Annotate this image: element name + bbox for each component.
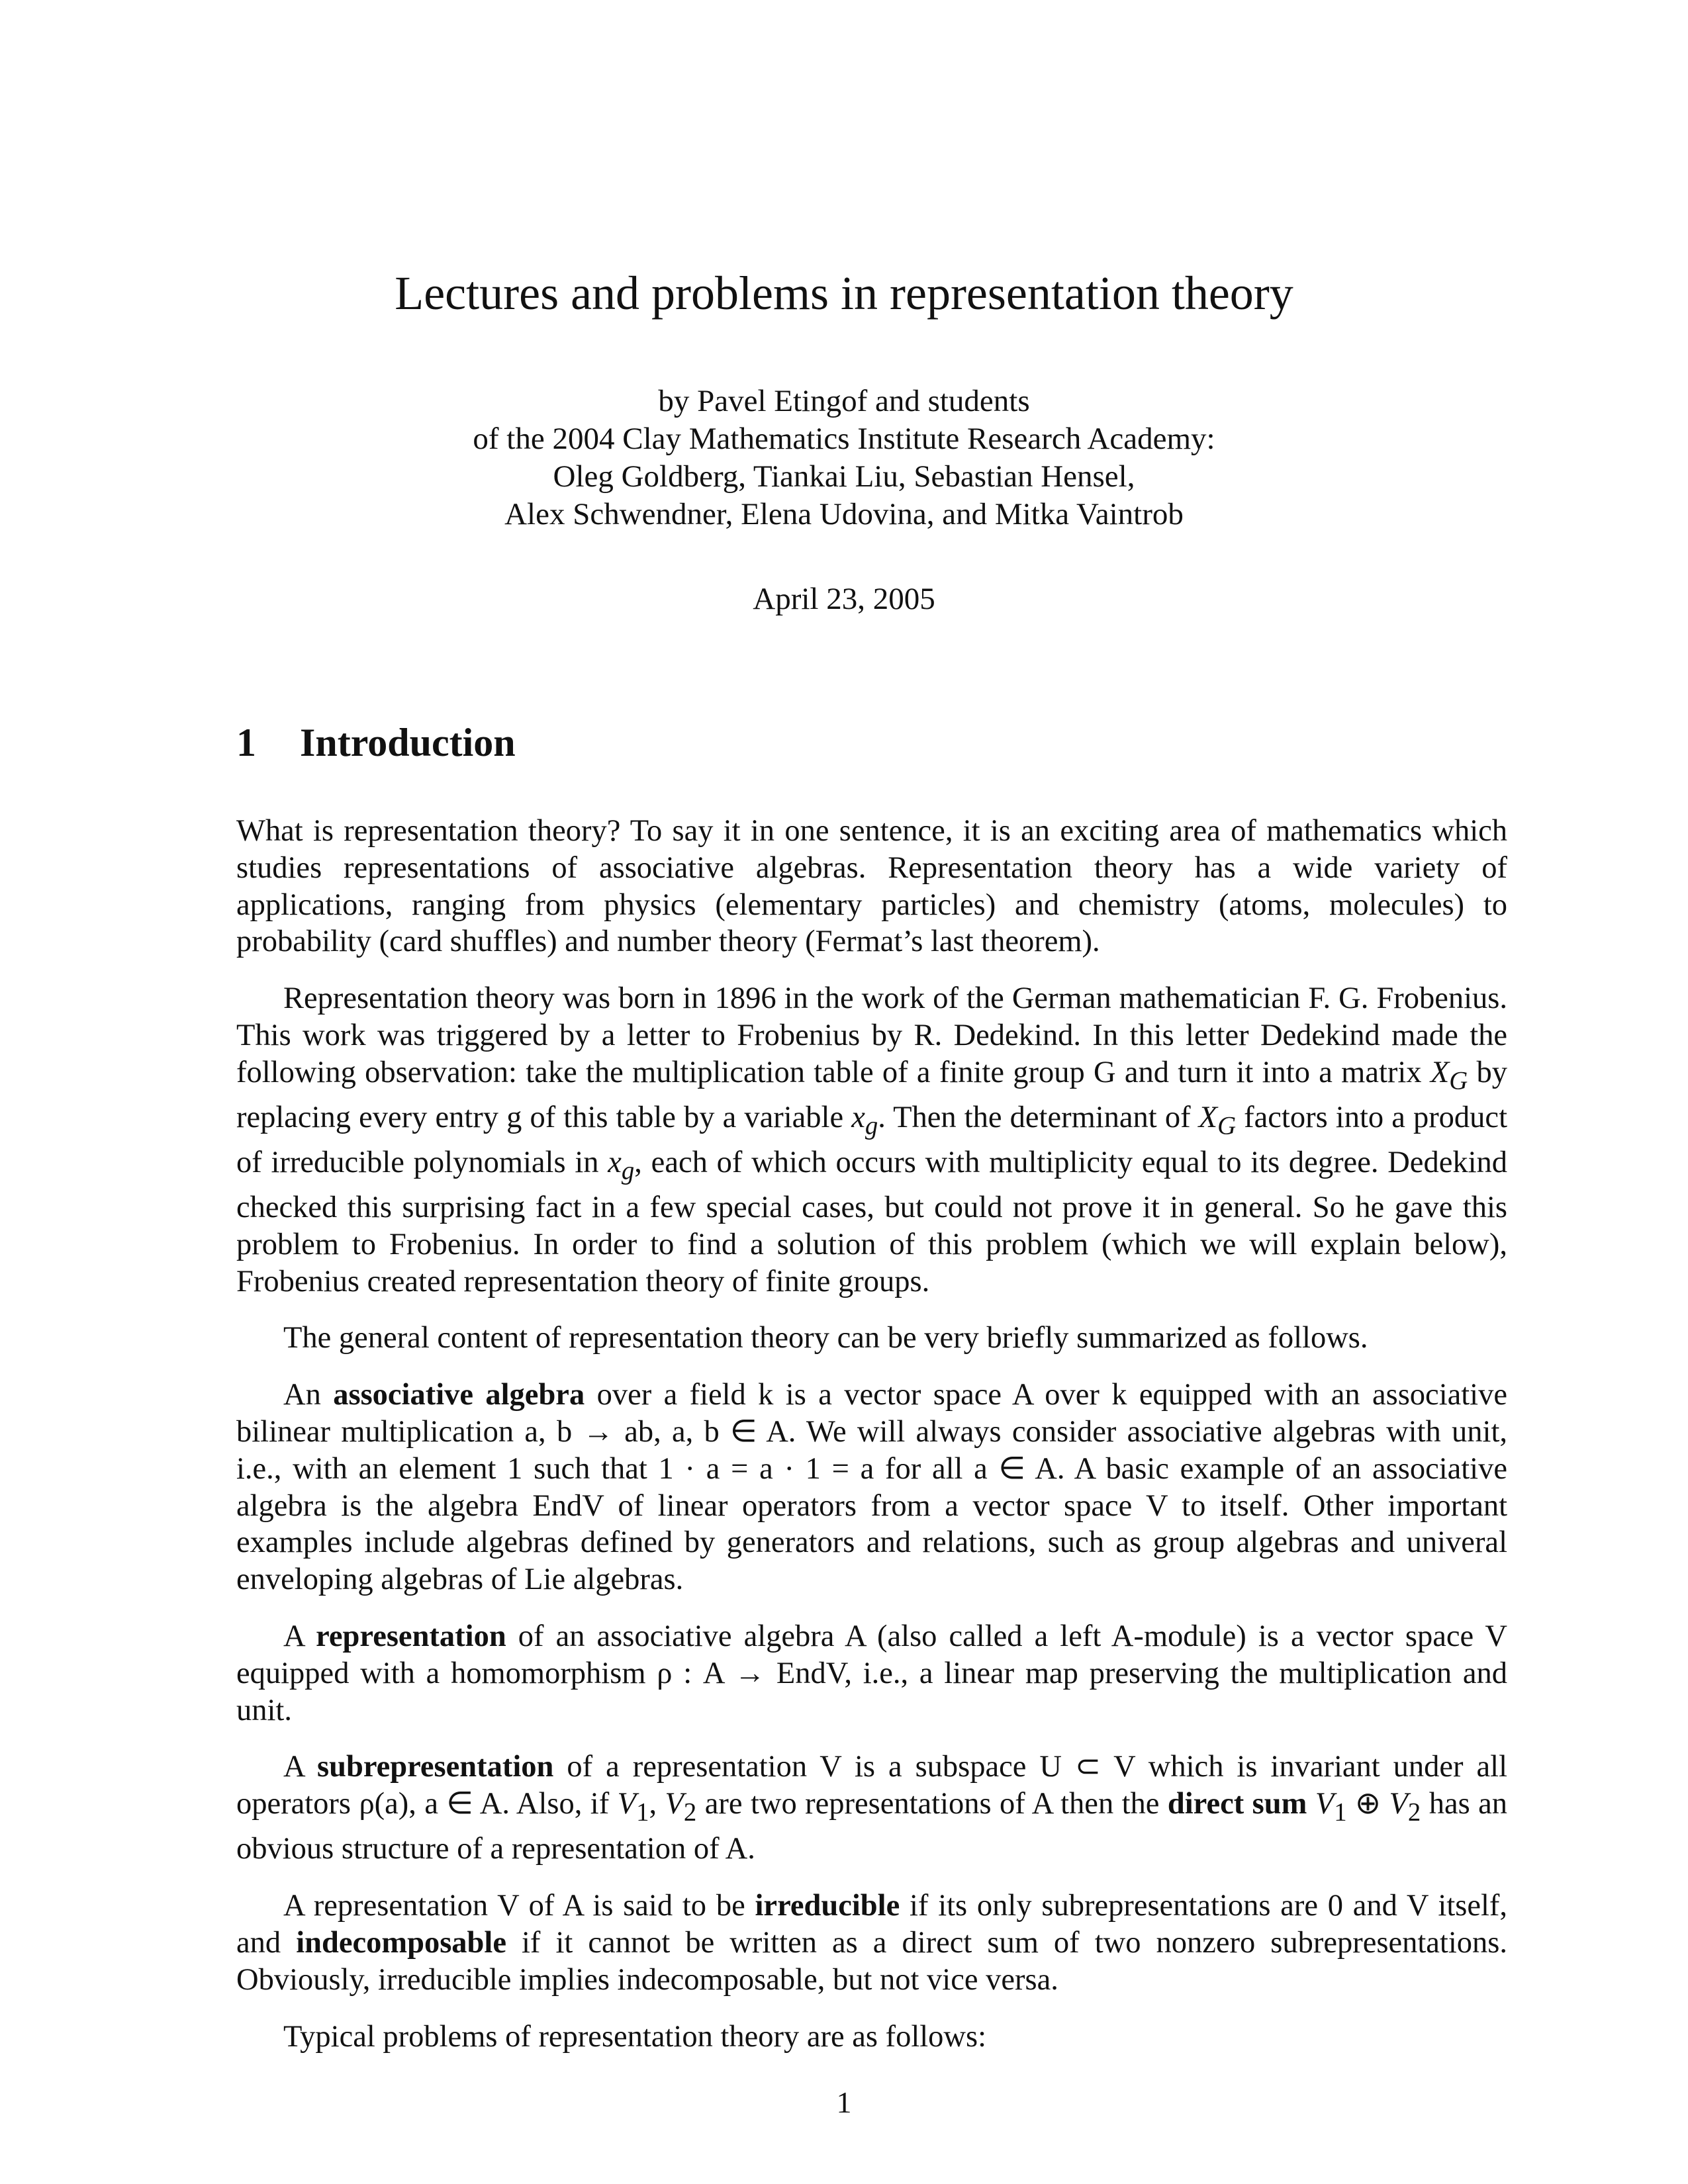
author-block — [0, 383, 1688, 533]
paragraph: A representation V of A is said to be irreducible if its only subrepresentations are 0 and V itself, and indecomposable if it cannot be written as a direct sum of two nonzero subrepresentations. Obviously, irreducible implies indecomposable, but not vice versa. — [236, 1889, 1507, 1997]
paragraph: An associative algebra over a field k is a vector space A over k equipped with an associative bilinear multiplication a, b → ab, a, b ∈ A. We will always consider associative algebras with unit, i.e., with an element 1 such that 1 · a = a · 1 = a for all a ∈ A. A basic example of an associative algebra is the algebra EndV of linear operators from a vector space V to itself. Other important examples include algebras defined by generators and relations, such as group algebras and univeral enveloping algebras of Lie algebras. — [236, 1378, 1507, 1597]
section-number: 1 — [236, 721, 256, 764]
paragraph: The general content of representation theory can be very briefly summarized as follows. — [283, 1321, 1368, 1355]
author-line: Oleg Goldberg, Tiankai Liu, Sebastian Hensel, — [553, 459, 1135, 494]
section-heading — [236, 720, 516, 766]
paper-title: Lectures and problems in representation theory — [395, 267, 1293, 320]
author-line: of the 2004 Clay Mathematics Institute Research Academy: — [473, 422, 1215, 456]
author-line: by Pavel Etingof and students — [658, 384, 1030, 418]
paragraph: Representation theory was born in 1896 in the work of the German mathematician F. G. Frobenius. This work was triggered by a letter to Frobenius by R. Dedekind. In this letter Dedekind made the following observation: take the multiplication table of a finite group G and turn it into a matrix $X_G$ by replacing every entry g of this table by a variable $x_g$. Then the determinant of $X_G$ factors into a product of irreducible polynomials in $x_g$, each of which occurs with multiplicity equal to its degree. Dedekind checked this surprising fact in a few special cases, but could not prove it in general. So he gave this problem to Frobenius. In order to find a solution of this problem (which we will explain below), Frobenius created representation theory of finite groups. — [236, 981, 1508, 1298]
paragraph: A representation of an associative algebra A (also called a left A-module) is a vector space V equipped with a homomorphism ρ : A → EndV, i.e., a linear map preserving the multiplication and unit. — [236, 1619, 1507, 1727]
paragraph: What is representation theory? To say it in one sentence, it is an exciting area of mathematics which studies representations of associative algebras. Representation theory has a wide variety of applications, ranging from physics (elementary particles) and chemistry (atoms, molecules) to probability (card shuffles) and number theory (Fermat’s last theorem). — [236, 814, 1507, 959]
author-line: Alex Schwendner, Elena Udovina, and Mitka Vaintrob — [504, 497, 1184, 531]
paper-date: April 23, 2005 — [753, 582, 935, 616]
section-title: Introduction — [300, 721, 516, 764]
page-number: 1 — [836, 2085, 852, 2119]
body-text — [236, 813, 1507, 2075]
paragraph: A subrepresentation of a representation V is a subspace U ⊂ V which is invariant under all operators ρ(a), a ∈ A. Also, if $V_1$, $V_2$ are two representations of A then the direct sum $V_1$ ⊕ $V_2$ has an obvious structure of a representation of A. — [236, 1750, 1508, 1866]
paragraph: Typical problems of representation theory are as follows: — [283, 2019, 987, 2054]
